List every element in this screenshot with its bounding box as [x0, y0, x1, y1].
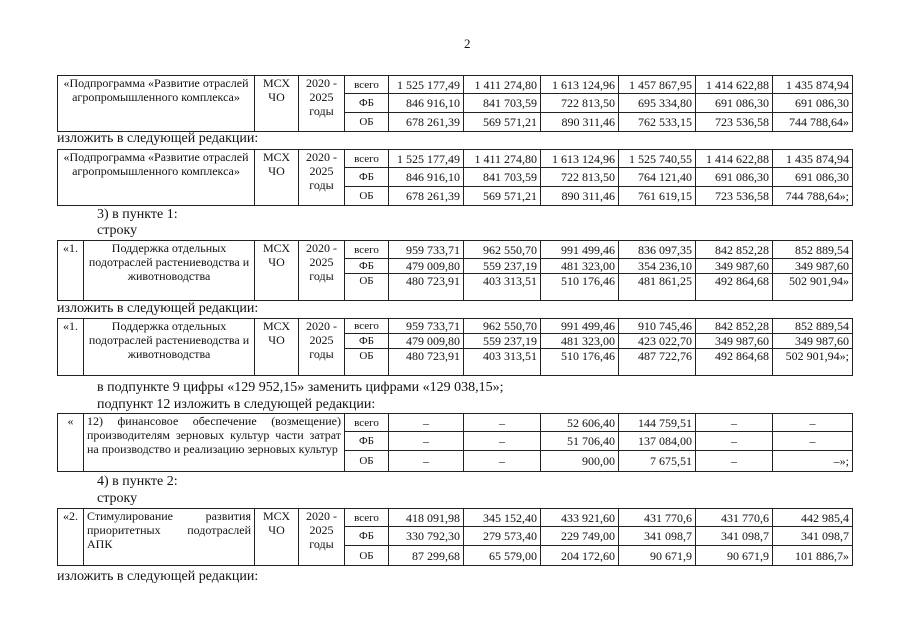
executor: МСХ ЧО [255, 509, 299, 566]
period: 2020 - 2025 годы [299, 319, 345, 376]
value-cell: 1 457 867,95 [619, 76, 696, 94]
value-cell: 479 009,80 [389, 334, 464, 349]
value-cell: 431 770,6 [696, 509, 773, 527]
source-label: ФБ [345, 432, 389, 451]
row-name: «Подпрограмма «Развитие отраслей агропромышленного комплекса» [58, 150, 255, 206]
value-cell: 492 864,68 [696, 274, 773, 301]
source-label: всего [345, 150, 389, 168]
value-cell: 87 299,68 [389, 546, 464, 566]
section-heading: 4) в пункте 2: [97, 474, 178, 489]
value-cell: 1 411 274,80 [464, 76, 541, 94]
value-cell: 569 571,21 [464, 187, 541, 206]
value-cell: 841 703,59 [464, 94, 541, 113]
value-cell: 962 550,70 [464, 319, 541, 334]
value-cell: 691 086,30 [696, 94, 773, 113]
source-label: всего [345, 319, 389, 334]
value-cell: 510 176,46 [541, 349, 619, 376]
value-cell: 691 086,30 [773, 94, 853, 113]
period: 2020 - 2025 годы [299, 76, 345, 132]
value-cell: – [464, 432, 541, 451]
value-cell: 137 084,00 [619, 432, 696, 451]
source-label: ФБ [345, 527, 389, 546]
value-cell: 349 987,60 [696, 334, 773, 349]
source-label: ФБ [345, 259, 389, 274]
value-cell: 744 788,64» [773, 113, 853, 132]
value-cell: 959 733,71 [389, 241, 464, 259]
value-cell: 349 987,60 [773, 334, 853, 349]
row-name: Стимулирование развития приоритетных подотраслей АПК [84, 509, 255, 566]
value-cell: 481 323,00 [541, 334, 619, 349]
instruction-text: подпункт 12 изложить в следующей редакции: [97, 397, 376, 412]
value-cell: 846 916,10 [389, 168, 464, 187]
value-cell: – [389, 432, 464, 451]
value-cell: – [773, 414, 853, 432]
source-label: всего [345, 414, 389, 432]
value-cell: 764 121,40 [619, 168, 696, 187]
value-cell: 403 313,51 [464, 349, 541, 376]
value-cell: 852 889,54 [773, 319, 853, 334]
value-cell: 341 098,7 [696, 527, 773, 546]
value-cell: 890 311,46 [541, 187, 619, 206]
value-cell: 569 571,21 [464, 113, 541, 132]
item-number: «1. [58, 241, 84, 301]
executor: МСХ ЧО [255, 76, 299, 132]
value-cell: – [464, 414, 541, 432]
source-label: ОБ [345, 349, 389, 376]
value-cell: 431 770,6 [619, 509, 696, 527]
value-cell: 890 311,46 [541, 113, 619, 132]
value-cell: 480 723,91 [389, 349, 464, 376]
instruction-text: изложить в следующей редакции: [57, 569, 259, 584]
value-cell: 1 525 177,49 [389, 76, 464, 94]
value-cell: 479 009,80 [389, 259, 464, 274]
executor: МСХ ЧО [255, 319, 299, 376]
item-1-table-new [57, 318, 853, 376]
instruction-text: изложить в следующей редакции: [57, 301, 259, 316]
executor: МСХ ЧО [255, 150, 299, 206]
value-cell: – [773, 432, 853, 451]
source-label: всего [345, 241, 389, 259]
page-number: 2 [464, 36, 471, 51]
instruction-text: строку [97, 223, 138, 238]
value-cell: 1 414 622,88 [696, 76, 773, 94]
value-cell: 341 098,7 [773, 527, 853, 546]
value-cell: 900,00 [541, 451, 619, 472]
value-cell: 846 916,10 [389, 94, 464, 113]
value-cell: 678 261,39 [389, 187, 464, 206]
subprogram-table-new [57, 149, 853, 206]
value-cell: 559 237,19 [464, 334, 541, 349]
value-cell: 695 334,80 [619, 94, 696, 113]
value-cell: 101 886,7» [773, 546, 853, 566]
value-cell: 1 613 124,96 [541, 150, 619, 168]
value-cell: – [389, 451, 464, 472]
value-cell: – [696, 432, 773, 451]
instruction-text: изложить в следующей редакции: [57, 131, 259, 146]
value-cell: 836 097,35 [619, 241, 696, 259]
row-name: Поддержка отдельных подотраслей растениеводства и животноводства [84, 319, 255, 376]
value-cell: 852 889,54 [773, 241, 853, 259]
row-name: Поддержка отдельных подотраслей растениеводства и животноводства [84, 241, 255, 301]
value-cell: 722 813,50 [541, 168, 619, 187]
source-label: ОБ [345, 546, 389, 566]
row-name: «Подпрограмма «Развитие отраслей агропромышленного комплекса» [58, 76, 255, 132]
source-label: ОБ [345, 451, 389, 472]
value-cell: 962 550,70 [464, 241, 541, 259]
value-cell: 1 435 874,94 [773, 76, 853, 94]
value-cell: –»; [773, 451, 853, 472]
value-cell: 691 086,30 [696, 168, 773, 187]
value-cell: 403 313,51 [464, 274, 541, 301]
subprogram-table-old [57, 75, 853, 132]
value-cell: 910 745,46 [619, 319, 696, 334]
value-cell: 52 606,40 [541, 414, 619, 432]
value-cell: 341 098,7 [619, 527, 696, 546]
source-label: всего [345, 509, 389, 527]
value-cell: 723 536,58 [696, 113, 773, 132]
item-2-table [57, 508, 853, 566]
section-heading: 3) в пункте 1: [97, 207, 178, 222]
value-cell: 1 613 124,96 [541, 76, 619, 94]
value-cell: 1 414 622,88 [696, 150, 773, 168]
item-number: «2. [58, 509, 84, 566]
value-cell: 510 176,46 [541, 274, 619, 301]
row-name: 12) финансовое обеспечение (возмещение) производителям зерновых культур части затрат на производство и реализацию зерновых культур [84, 414, 345, 472]
value-cell: 842 852,28 [696, 319, 773, 334]
item-number: «1. [58, 319, 84, 376]
value-cell: 330 792,30 [389, 527, 464, 546]
value-cell: 349 987,60 [696, 259, 773, 274]
value-cell: 959 733,71 [389, 319, 464, 334]
value-cell: 480 723,91 [389, 274, 464, 301]
value-cell: 991 499,46 [541, 319, 619, 334]
period: 2020 - 2025 годы [299, 150, 345, 206]
value-cell: 842 852,28 [696, 241, 773, 259]
value-cell: 761 619,15 [619, 187, 696, 206]
value-cell: 744 788,64»; [773, 187, 853, 206]
source-label: ОБ [345, 187, 389, 206]
value-cell: 354 236,10 [619, 259, 696, 274]
value-cell: 65 579,00 [464, 546, 541, 566]
subitem-12-table [57, 413, 853, 472]
value-cell: 144 759,51 [619, 414, 696, 432]
value-cell: 559 237,19 [464, 259, 541, 274]
value-cell: 762 533,15 [619, 113, 696, 132]
source-label: ФБ [345, 94, 389, 113]
value-cell: 279 573,40 [464, 527, 541, 546]
value-cell: 841 703,59 [464, 168, 541, 187]
source-label: всего [345, 76, 389, 94]
value-cell: 349 987,60 [773, 259, 853, 274]
value-cell: 481 323,00 [541, 259, 619, 274]
executor: МСХ ЧО [255, 241, 299, 301]
value-cell: 345 152,40 [464, 509, 541, 527]
item-1-table-old [57, 240, 853, 301]
value-cell: 7 675,51 [619, 451, 696, 472]
value-cell: 90 671,9 [619, 546, 696, 566]
source-label: ОБ [345, 274, 389, 301]
value-cell: 723 536,58 [696, 187, 773, 206]
period: 2020 - 2025 годы [299, 509, 345, 566]
value-cell: 418 091,98 [389, 509, 464, 527]
value-cell: 492 864,68 [696, 349, 773, 376]
value-cell: 442 985,4 [773, 509, 853, 527]
value-cell: 487 722,76 [619, 349, 696, 376]
value-cell: – [389, 414, 464, 432]
value-cell: – [464, 451, 541, 472]
value-cell: 90 671,9 [696, 546, 773, 566]
value-cell: 1 525 177,49 [389, 150, 464, 168]
value-cell: 423 022,70 [619, 334, 696, 349]
source-label: ОБ [345, 113, 389, 132]
value-cell: 51 706,40 [541, 432, 619, 451]
value-cell: 204 172,60 [541, 546, 619, 566]
value-cell: 991 499,46 [541, 241, 619, 259]
instruction-text: строку [97, 491, 138, 506]
value-cell: 722 813,50 [541, 94, 619, 113]
value-cell: 229 749,00 [541, 527, 619, 546]
value-cell: 502 901,94» [773, 274, 853, 301]
instruction-text: в подпункте 9 цифры «129 952,15» заменить цифрами «129 038,15»; [97, 380, 504, 395]
value-cell: – [696, 451, 773, 472]
value-cell: 691 086,30 [773, 168, 853, 187]
value-cell: – [696, 414, 773, 432]
value-cell: 502 901,94»; [773, 349, 853, 376]
value-cell: 678 261,39 [389, 113, 464, 132]
value-cell: 1 435 874,94 [773, 150, 853, 168]
source-label: ФБ [345, 168, 389, 187]
value-cell: 481 861,25 [619, 274, 696, 301]
value-cell: 1 411 274,80 [464, 150, 541, 168]
value-cell: 1 525 740,55 [619, 150, 696, 168]
period: 2020 - 2025 годы [299, 241, 345, 301]
value-cell: 433 921,60 [541, 509, 619, 527]
source-label: ФБ [345, 334, 389, 349]
item-number: « [58, 414, 84, 472]
